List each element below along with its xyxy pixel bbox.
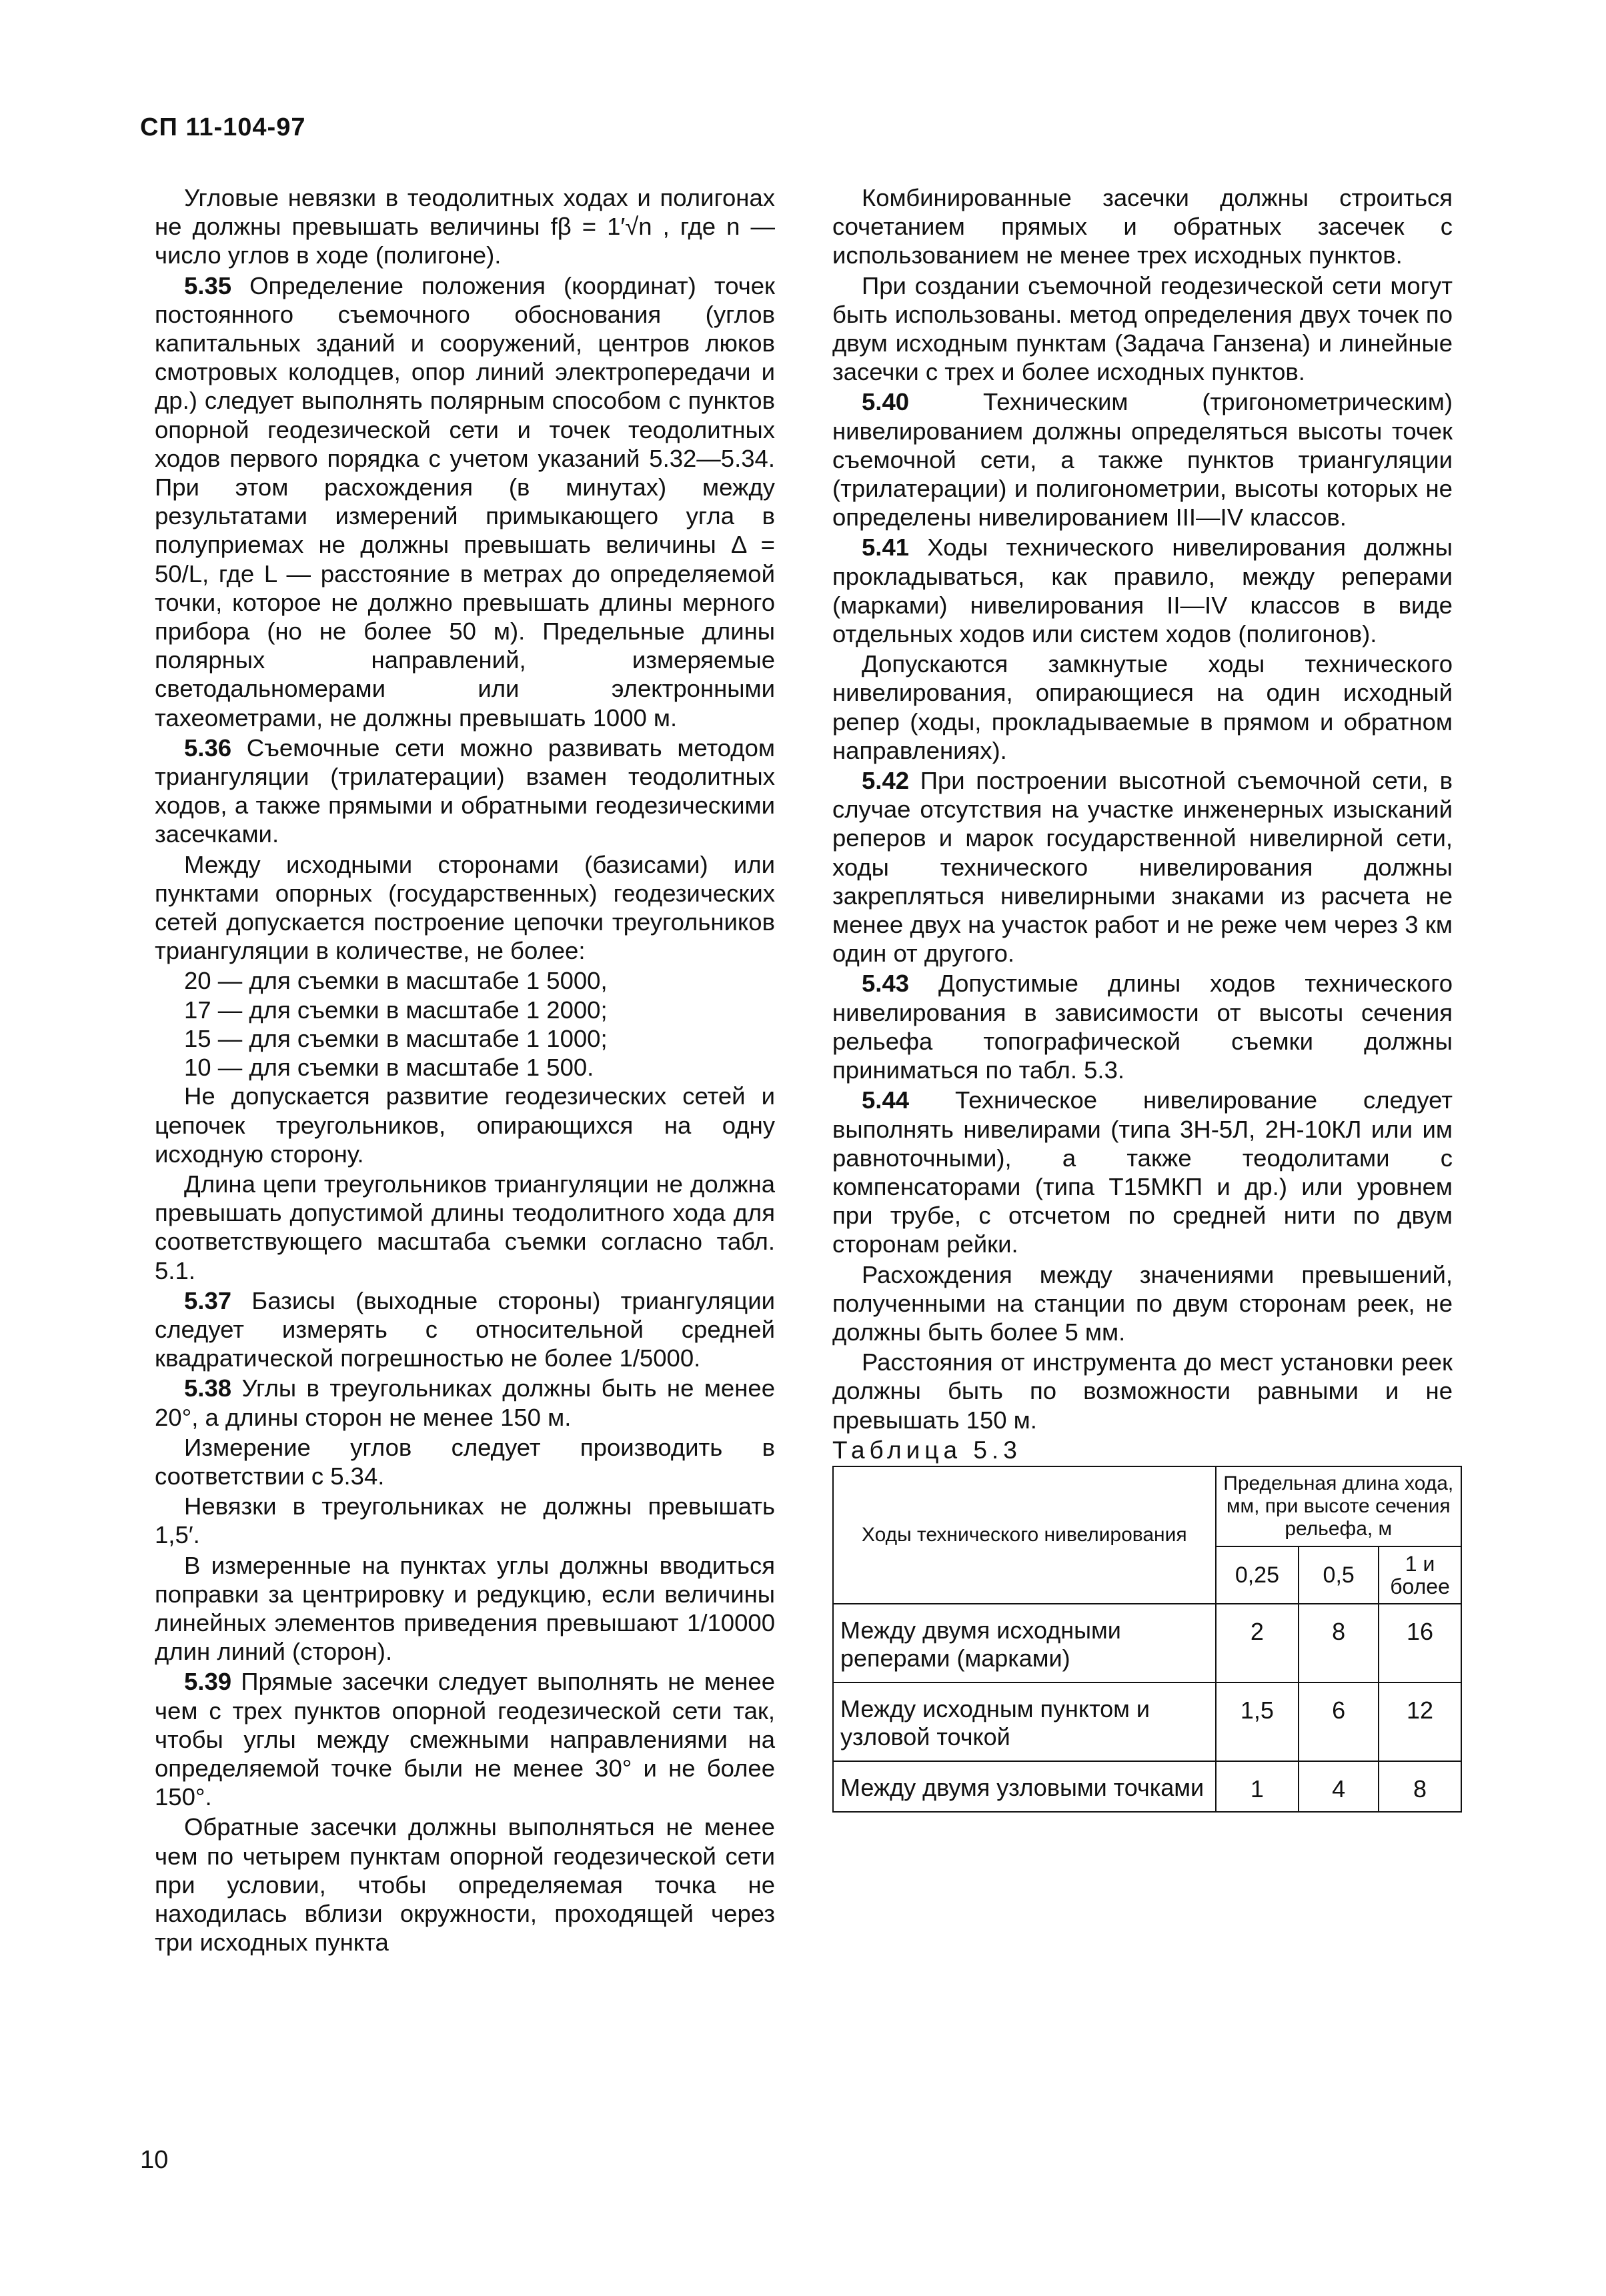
list-item [155, 1053, 775, 1082]
paragraph-text: Техническим (тригонометрическим) нивелированием должны определяться высоты точек съемочной сети, а также пунктов триангуляции (трилатерации) и полигонометрии, высоты которых не определены нивелированием III—IV классов. [832, 388, 1453, 531]
paragraph-text: 17 — для съемки в масштабе 1 2000; [184, 996, 608, 1024]
paragraph-text: Расстояния от инструмента до мест установки реек должны быть по возможности равными и не превышать 150 м. [832, 1348, 1453, 1434]
clause-number: 5.35 [184, 271, 232, 299]
paragraph [832, 650, 1453, 765]
paragraph [832, 1260, 1453, 1347]
paragraph [155, 1667, 775, 1811]
paragraph-text: Угловые невязки в теодолитных ходах и полигонах не должны превышать величины fβ = 1′√n , где n — число углов в ходе (полигоне). [155, 184, 775, 269]
paragraph-text: 20 — для съемки в масштабе 1 5000, [184, 967, 608, 995]
table-subheader: 1 и более [1379, 1546, 1461, 1604]
paragraph-text: Определение положения (координат) точек постоянного съемочного обоснования (углов капитальных зданий и сооружений, центров люков смотровых колодцев, опор линий электропередачи и др.) следует выполнять полярным способом с пунктов опорной геодезической сети и точек теодолитных ходов первого порядка с учетом указаний 5.32—5.34. При этом расхождения (в минутах) между результатами измерений примыкающего угла в полуприемах не должны превышать величины Δ = 50/L, где L — расстояние в метрах до определяемой точки, которое не должно превышать длины мерного прибора (но не более 50 м). Предельные длины полярных направлений, измеряемые светодальномерами или электронными тахеометрами, не должны превышать 1000 м. [155, 271, 775, 732]
clause-number: 5.43 [862, 970, 910, 998]
paragraph [155, 1082, 775, 1168]
table-title: Таблица 5.3 [832, 1436, 1022, 1464]
paragraph [832, 766, 1453, 968]
clause-number: 5.42 [862, 767, 910, 795]
document-code: СП 11-104-97 [140, 113, 306, 141]
paragraph-text: Комбинированные засечки должны строиться сочетанием прямых и обратных засечек с использованием не менее трех исходных пунктов. [832, 184, 1453, 269]
paragraph-text: Техническое нивелирование следует выполнять нивелирами (типа 3Н-5Л, 2Н-10КЛ или им равноточными), а также теодолитами с компенсаторами (типа Т15МКП и др.) или уровнем при трубе, с отсчетом по средней нити по двум сторонам рейки. [832, 1086, 1453, 1258]
paragraph [155, 1286, 775, 1373]
paragraph [155, 734, 775, 849]
table-cell-value: 6 [1299, 1682, 1379, 1761]
table-cell-value: 2 [1216, 1604, 1299, 1682]
table-cell-value: 8 [1379, 1761, 1461, 1812]
paragraph-text: Расхождения между значениями превышений, полученными на станции по двум сторонам реек, не должны быть более 5 мм. [832, 1260, 1453, 1346]
table-cell-value: 4 [1299, 1761, 1379, 1812]
clause-number: 5.41 [862, 533, 910, 561]
paragraph-text: Между исходными сторонами (базисами) или пунктами опорных (государственных) геодезических сетей допускается построение цепочки треугольников триангуляции в количестве, не более: [155, 850, 775, 965]
list-item [155, 996, 775, 1024]
list-item [155, 966, 775, 995]
table-group-header: Предельная длина хода, мм, при высоте сечения рельефа, м [1216, 1466, 1461, 1546]
table-5-3 [832, 1466, 1462, 1813]
right-column [832, 183, 1453, 1813]
paragraph [155, 1374, 775, 1431]
paragraph-text: Обратные засечки должны выполняться не менее чем по четырем пунктам опорной геодезической сети при условии, чтобы определяемая точка не находилась вблизи окружности, проходящей через три исходных пункта [155, 1813, 775, 1957]
left-column [155, 183, 775, 1958]
paragraph-text: 15 — для съемки в масштабе 1 1000; [184, 1024, 608, 1052]
paragraph-text: 10 — для съемки в масштабе 1 500. [184, 1054, 594, 1082]
clause-number: 5.44 [862, 1086, 910, 1114]
paragraph-text: Невязки в треугольниках не должны превышать 1,5′. [155, 1492, 775, 1549]
paragraph [832, 1348, 1453, 1434]
clause-number: 5.38 [184, 1374, 232, 1402]
paragraph [155, 1433, 775, 1490]
paragraph-text: Съемочные сети можно развивать методом триангуляции (трилатерации) взамен теодолитных ходов, а также прямыми и обратными геодезическими засечками. [155, 734, 775, 848]
paragraph [155, 850, 775, 966]
paragraph [155, 1170, 775, 1285]
paragraph [832, 387, 1453, 531]
paragraph [832, 533, 1453, 648]
paragraph-text: При создании съемочной геодезической сети могут быть использованы. метод определения двух точек по двум исходным пунктам (Задача Ганзена) и линейные засечки с трех и более исходных пунктов. [832, 271, 1453, 386]
table-row [833, 1761, 1461, 1812]
list-item [155, 1024, 775, 1053]
right-column-text [832, 183, 1453, 1434]
page-number: 10 [140, 2146, 169, 2174]
paragraph [832, 969, 1453, 1084]
table-subheader: 0,25 [1216, 1546, 1299, 1604]
table-cell-traverse: Между двумя исходными реперами (марками) [833, 1604, 1216, 1682]
paragraph-text: Базисы (выходные стороны) триангуляции следует измерять с относительной средней квадратической погрешностью не более 1/5000. [155, 1286, 775, 1372]
clause-number: 5.39 [184, 1668, 232, 1696]
table-cell-traverse: Между исходным пунктом и узловой точкой [833, 1682, 1216, 1761]
paragraph [155, 1813, 775, 1957]
paragraph-text: При построении высотной съемочной сети, в случае отсутствия на участке инженерных изысканий реперов и марок государственной нивелирной сети, ходы технического нивелирования должны закрепляться нивелирными знаками из расчета не менее двух на участок работ и не реже чем через 3 км один от другого. [832, 767, 1453, 968]
table-col-header-traverse: Ходы технического нивелирования [833, 1466, 1216, 1604]
table-cell-value: 12 [1379, 1682, 1461, 1761]
table-cell-value: 1 [1216, 1761, 1299, 1812]
paragraph-text: В измеренные на пунктах углы должны вводиться поправки за центрировку и редукцию, если величины линейных элементов приведения превышают 1/10000 длин линий (сторон). [155, 1551, 775, 1666]
clause-number: 5.36 [184, 734, 232, 762]
paragraph [832, 183, 1453, 270]
paragraph-text: Измерение углов следует производить в соответствии с 5.34. [155, 1433, 775, 1490]
paragraph-text: Углы в треугольниках должны быть не менее 20°, а длины сторон не менее 150 м. [155, 1374, 775, 1431]
table-cell-value: 16 [1379, 1604, 1461, 1682]
paragraph-text: Прямые засечки следует выполнять не менее чем с трех пунктов опорной геодезической сети так, чтобы углы между смежными направлениями на определяемой точке были не менее 30° и не более 150°. [155, 1668, 775, 1811]
paragraph [155, 271, 775, 732]
paragraph-text: Не допускается развитие геодезических сетей и цепочек треугольников, опирающихся на одну исходную сторону. [155, 1082, 775, 1168]
paragraph [155, 1492, 775, 1549]
table-cell-value: 1,5 [1216, 1682, 1299, 1761]
paragraph [155, 183, 775, 270]
clause-number: 5.37 [184, 1286, 232, 1314]
table-cell-traverse: Между двумя узловыми точками [833, 1761, 1216, 1812]
table-row [833, 1604, 1461, 1682]
paragraph-text: Допускаются замкнутые ходы технического нивелирования, опирающиеся на один исходный репер (ходы, прокладываемые в прямом и обратном направлениях). [832, 650, 1453, 764]
paragraph-text: Ходы технического нивелирования должны прокладываться, как правило, между реперами (марками) нивелирования II—IV классов в виде отдельных ходов или систем ходов (полигонов). [832, 533, 1453, 648]
paragraph [832, 1086, 1453, 1258]
paragraph-text: Допустимые длины ходов технического нивелирования в зависимости от высоты сечения рельефа топографической съемки должны приниматься по табл. 5.3. [832, 970, 1453, 1084]
clause-number: 5.40 [862, 388, 910, 416]
paragraph-text: Длина цепи треугольников триангуляции не должна превышать допустимой длины теодолитного хода для соответствующего масштаба съемки согласно табл. 5.1. [155, 1170, 775, 1284]
paragraph [155, 1551, 775, 1666]
paragraph [832, 271, 1453, 387]
table-row [833, 1682, 1461, 1761]
table-cell-value: 8 [1299, 1604, 1379, 1682]
table-subheader: 0,5 [1299, 1546, 1379, 1604]
